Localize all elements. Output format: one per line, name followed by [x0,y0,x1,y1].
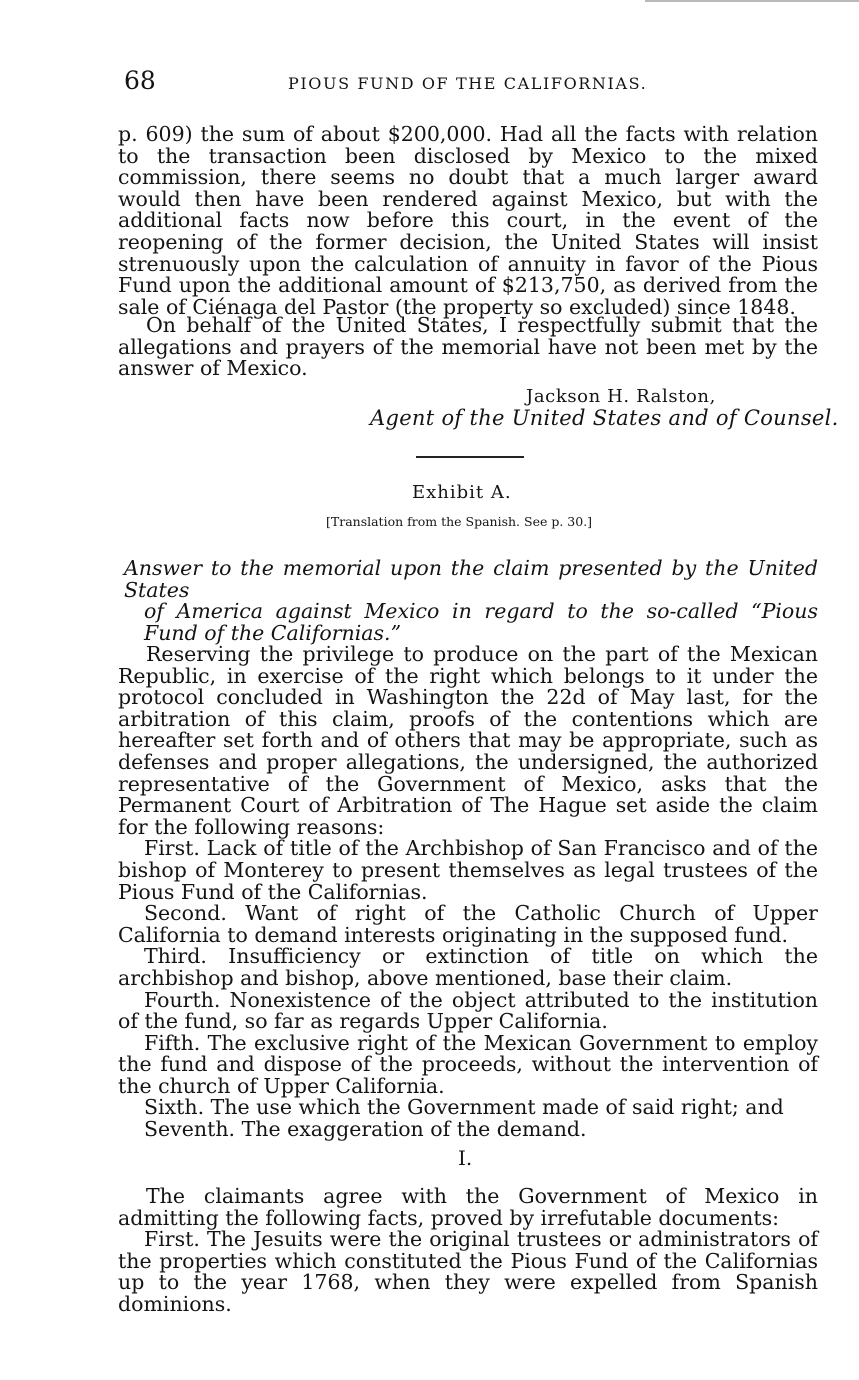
section-one-block [118,1186,818,1316]
signature-title: Agent of the United States and of Counsel. [370,406,839,430]
section-first-fact: First. The Jesuits were the original trustees or administrators of the properties which constituted the Pious Fund of the Californias up to the year 1768, when they were expelled from Spanish dominions. [118,1227,818,1316]
reason-item: Second. Want of right of the Catholic Church of Upper California to demand interests originating in the supposed fund. [118,901,818,947]
section-intro-paragraph: The claimants agree with the Government of Mexico in admitting the following facts, proved by irrefutable documents: [118,1184,818,1230]
running-head: PIOUS FUND OF THE CALIFORNIAS. [288,74,648,93]
translation-note: [Translation from the Spanish. See p. 30.] [326,514,593,529]
reason-item: Seventh. The exaggeration of the demand. [144,1117,587,1142]
reason-item: Fifth. The exclusive right of the Mexican Government to employ the fund and dispose of the proceeds, without the intervention of the church of Upper California. [118,1030,818,1098]
opening-paragraph: p. 609) the sum of about $200,000. Had all the facts with relation to the transaction been disclosed by Mexico to the mixed commission, there seems no doubt that a much larger award would then have been rendered against Mexico, but with the additional facts now before this court, in the event of the reopening of the former decision, the United States will insist strenuously upon the calculation of annuity in favor of the Pious Fund upon the additional amount of $213,750, as derived from the sale of Ciénaga del Pastor (the property so excluded) since 1848. [118,122,818,319]
answer-title [124,558,818,644]
signature-name: Jackson H. Ralston, [526,386,716,407]
scan-edge-rule [645,0,859,2]
reason-item: First. Lack of title of the Archbishop of San Francisco and of the bishop of Monterey to present themselves as legal trustees of the Pious Fund of the Californias. [118,836,818,904]
reason-item: Fourth. Nonexistence of the object attributed to the institution of the fund, so far as regards Upper California. [118,987,818,1034]
closing-paragraph: On behalf of the United States, I respectfully submit that the allegations and prayers of the memorial have not been met by the answer of Mexico. [118,313,818,381]
reason-item: Third. Insufficiency or extinction of title on which the archbishop and bishop, above mentioned, base their claim. [118,944,818,990]
exhibit-heading: Exhibit A. [412,482,512,503]
section-divider [416,456,524,458]
answer-title-line-1: Answer to the memorial upon the claim presented by the United States [124,556,818,602]
answer-title-line-2: of America against Mexico in regard to the so-called “Pious Fund of the Californias.” [144,599,818,645]
section-number: I. [458,1146,473,1170]
reasons-block [118,644,818,1141]
page-header [124,66,819,100]
page-number: 68 [124,66,156,95]
closing-paragraph-block [118,315,818,380]
reserving-paragraph: Reserving the privilege to produce on the part of the Mexican Republic, in exercise of the right which belongs to it under the protocol concluded in Washington the 22d of May last, for the arbitration of this claim, proofs of the contentions which are hereafter set forth and of others that may be appropriate, such as defenses and proper allegations, the undersigned, the authorized representative of the Government of Mexico, asks that the Permanent Court of Arbitration of The Hague set aside the claim for the following reasons: [118,642,818,839]
opening-paragraph-block [118,124,818,318]
reason-item: Sixth. The use which the Government made of said right; and [144,1095,784,1120]
